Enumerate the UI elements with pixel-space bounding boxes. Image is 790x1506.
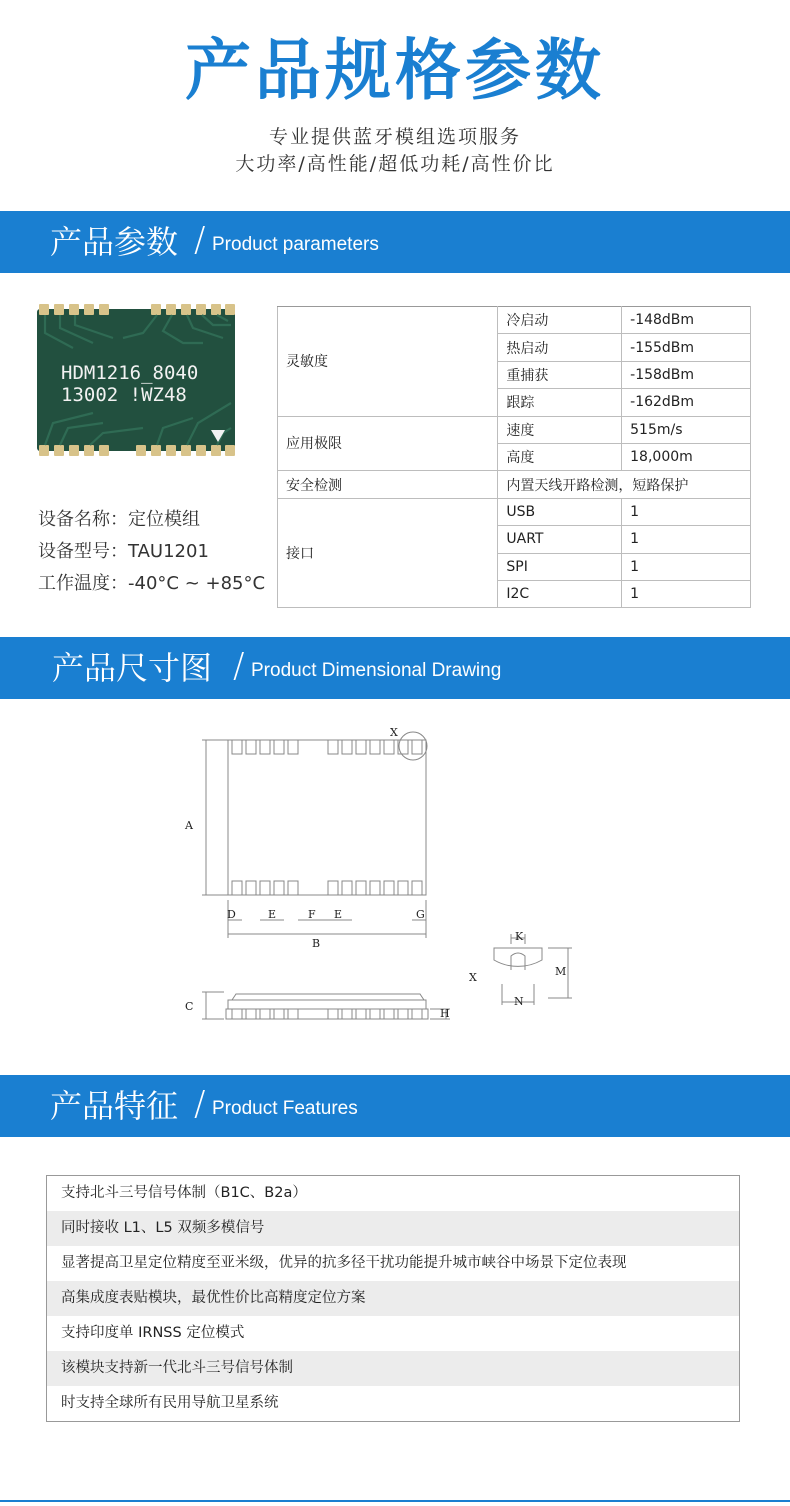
spec-cell: 安全检测 <box>278 471 498 498</box>
page-title: 产品规格参数 <box>185 32 605 109</box>
spec-cell: 1 <box>622 580 751 607</box>
dim-label-e2: E <box>334 908 343 921</box>
section-slash: / <box>194 1084 206 1124</box>
table-row <box>278 307 751 334</box>
device-temperature: 工作温度：-40°C ~ +85°C <box>38 573 266 594</box>
spec-cell: SPI <box>498 553 622 580</box>
device-model: 设备型号：TAU1201 <box>38 541 209 562</box>
section-slash: / <box>194 220 206 260</box>
list-item: 同时接收 L1、L5 双频多模信号 <box>47 1211 739 1246</box>
spec-cell: 1 <box>622 553 751 580</box>
spec-cell: -162dBm <box>622 389 751 416</box>
spec-cell: 速度 <box>498 416 622 443</box>
list-item: 高集成度表贴模块，最优性价比高精度定位方案 <box>47 1281 739 1316</box>
section-banner-features <box>0 1075 790 1137</box>
detail-label-x: X <box>469 971 477 984</box>
module-marking-line2: 13002 !WZ48 <box>61 384 187 406</box>
section-title-en: Product Dimensional Drawing <box>251 660 502 681</box>
section-title-cn: 产品尺寸图 <box>52 649 213 687</box>
spec-cell: 重捕获 <box>498 361 622 388</box>
section-title-cn: 产品特征 <box>50 1087 179 1125</box>
dim-label-m: M <box>555 965 567 978</box>
spec-cell: -155dBm <box>622 334 751 361</box>
section-slash: / <box>233 646 245 686</box>
spec-table <box>277 306 751 608</box>
spec-cell: 内置天线开路检测，短路保护 <box>498 471 751 498</box>
spec-cell: UART <box>498 526 622 553</box>
table-row <box>278 498 751 525</box>
dim-label-f: F <box>308 908 316 921</box>
dim-label-d: D <box>227 908 236 921</box>
spec-cell: -148dBm <box>622 307 751 334</box>
dim-label-b: B <box>312 937 321 950</box>
spec-cell: I2C <box>498 580 622 607</box>
dim-label-c: C <box>185 1000 194 1013</box>
section-banner-dimension <box>0 637 790 699</box>
spec-cell: 热启动 <box>498 334 622 361</box>
list-item: 支持印度单 IRNSS 定位模式 <box>61 1325 245 1341</box>
spec-cell: 应用极限 <box>278 416 498 471</box>
dim-label-x: X <box>390 726 398 739</box>
subtitle-features: 大功率/高性能/超低功耗/高性价比 <box>235 153 555 175</box>
list-item: 显著提高卫星定位精度至亚米级，优异的抗多径干扰功能提升城市峡谷中场景下定位表现 <box>61 1255 627 1271</box>
subtitle-services: 专业提供蓝牙模组选项服务 <box>268 126 521 148</box>
list-item: 时支持全球所有民用导航卫星系统 <box>61 1395 279 1411</box>
dim-label-a: A <box>185 819 193 832</box>
section-title-en: Product parameters <box>212 234 379 255</box>
spec-cell: 18,000m <box>622 443 751 470</box>
spec-cell: 冷启动 <box>498 307 622 334</box>
spec-cell: 灵敏度 <box>278 307 498 417</box>
dim-label-h: H <box>440 1007 450 1020</box>
spec-cell: 跟踪 <box>498 389 622 416</box>
section-banner-params <box>0 211 790 273</box>
module-photo <box>33 303 239 457</box>
dim-label-k: K <box>515 930 524 943</box>
list-item: 支持北斗三号信号体制（B1C、B2a） <box>61 1185 307 1201</box>
table-row <box>278 416 751 443</box>
dim-label-e1: E <box>268 908 277 921</box>
dimensional-drawing <box>180 722 600 1052</box>
spec-cell: 1 <box>622 526 751 553</box>
spec-cell: 接口 <box>278 498 498 608</box>
list-item: 该模块支持新一代北斗三号信号体制 <box>47 1351 739 1386</box>
dim-label-g: G <box>416 908 425 921</box>
device-name: 设备名称：定位模组 <box>38 509 200 530</box>
bottom-divider <box>0 1500 790 1502</box>
dim-label-n: N <box>514 995 524 1008</box>
section-title-cn: 产品参数 <box>50 223 179 261</box>
spec-cell: USB <box>498 498 622 525</box>
spec-cell: 1 <box>622 498 751 525</box>
spec-cell: -158dBm <box>622 361 751 388</box>
spec-cell: 515m/s <box>622 416 751 443</box>
features-list <box>46 1175 740 1422</box>
table-row <box>278 471 751 498</box>
module-marking-line1: HDM1216_8040 <box>61 362 199 384</box>
spec-cell: 高度 <box>498 443 622 470</box>
section-title-en: Product Features <box>212 1098 358 1119</box>
